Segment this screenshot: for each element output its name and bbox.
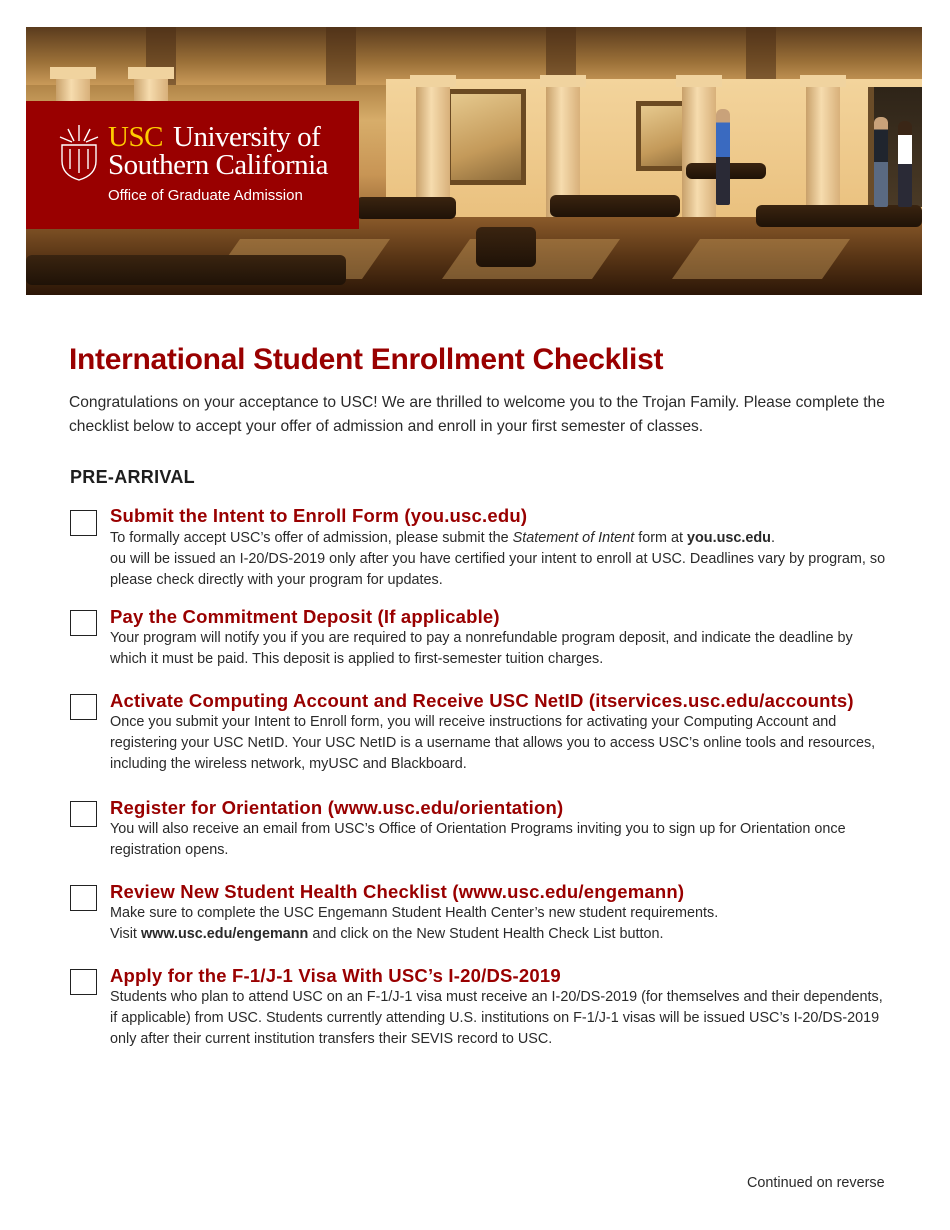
desc-text: Make sure to complete the USC Engemann Student Health Center’s new student requirements.: [110, 905, 719, 921]
checklist-checkbox[interactable]: [70, 969, 97, 995]
desc-text: and click on the New Student Health Check List button.: [308, 926, 664, 942]
usc-logo-block: [26, 101, 359, 229]
desc-link-text: you.usc.edu: [686, 530, 771, 546]
checklist-item-description: Once you submit your Intent to Enroll form, you will receive instructions for activating your Computing Account and registering your USC NetID. Your USC NetID is a username that allows you to access USC’s online tools and resources, including the wireless network, myUSC and Blackboard.: [110, 714, 876, 772]
checklist-item-description: [110, 528, 890, 591]
desc-link-text: www.usc.edu/engemann: [140, 926, 309, 942]
checklist-item-description: You will also receive an email from USC’s Office of Orientation Programs inviting you to sign up for Orientation once registration opens.: [110, 821, 846, 858]
desc-emphasis: Statement of Intent: [512, 530, 635, 546]
checklist-item-title: Review New Student Health Checklist (www.usc.edu/engemann): [110, 881, 685, 902]
logo-southern-california-text: Southern California: [108, 149, 329, 181]
checklist-item-description: Students who plan to attend USC on an F-1/J-1 visa must receive an I-20/DS-2019 (for themselves and their dependents, if applicable) from USC. Students currently attending U.S. institutions on F-1/J-1 visas will be issued USC’s I-20/DS-2019 only after their current institution transfers their SEVIS record to USC.: [110, 989, 883, 1047]
logo-office-text: Office of Graduate Admission: [108, 187, 303, 204]
checklist-item-description: Your program will notify you if you are required to pay a nonrefundable program deposit, and indicate the deadline by which it must be paid. This deposit is applied to first-semester tuition charges.: [110, 630, 853, 667]
checklist-checkbox[interactable]: [70, 694, 97, 720]
usc-seal-icon: [56, 123, 102, 181]
checklist-item-title: Submit the Intent to Enroll Form (you.usc.edu): [110, 505, 528, 526]
desc-text: Visit: [110, 926, 141, 942]
desc-text: ou will be issued an I-20/DS-2019 only after you have certified your intent to enroll at USC. Deadlines vary by program, so please check directly with your program for updates.: [110, 551, 886, 588]
checklist-item-title: Activate Computing Account and Receive USC NetID (itservices.usc.edu/accounts): [110, 690, 854, 711]
checklist-checkbox[interactable]: [70, 801, 97, 827]
section-heading-pre-arrival: PRE-ARRIVAL: [70, 467, 195, 487]
continued-on-reverse-note: Continued on reverse: [747, 1175, 885, 1191]
logo-usc-text: USC: [108, 121, 163, 153]
checklist-item-title: Apply for the F-1/J-1 Visa With USC’s I-20/DS-2019: [110, 965, 561, 986]
checklist-checkbox[interactable]: [70, 510, 97, 536]
checklist-checkbox[interactable]: [70, 610, 97, 636]
checklist-checkbox[interactable]: [70, 885, 97, 911]
desc-text: form at: [634, 530, 687, 546]
intro-paragraph: Congratulations on your acceptance to USC! We are thrilled to welcome you to the Trojan Family. Please complete the checklist below to accept your offer of admission and enroll in your first semester of classes.: [69, 394, 885, 435]
logo-university-text: University of: [173, 121, 321, 153]
desc-text: To formally accept USC’s offer of admission, please submit the: [110, 530, 513, 546]
checklist-item-title: Pay the Commitment Deposit (If applicable): [110, 606, 500, 627]
checklist-item-title: Register for Orientation (www.usc.edu/orientation): [110, 797, 564, 818]
page-title: International Student Enrollment Checklist: [69, 343, 664, 376]
desc-text: .: [770, 530, 775, 546]
checklist-item-description: [110, 903, 890, 945]
